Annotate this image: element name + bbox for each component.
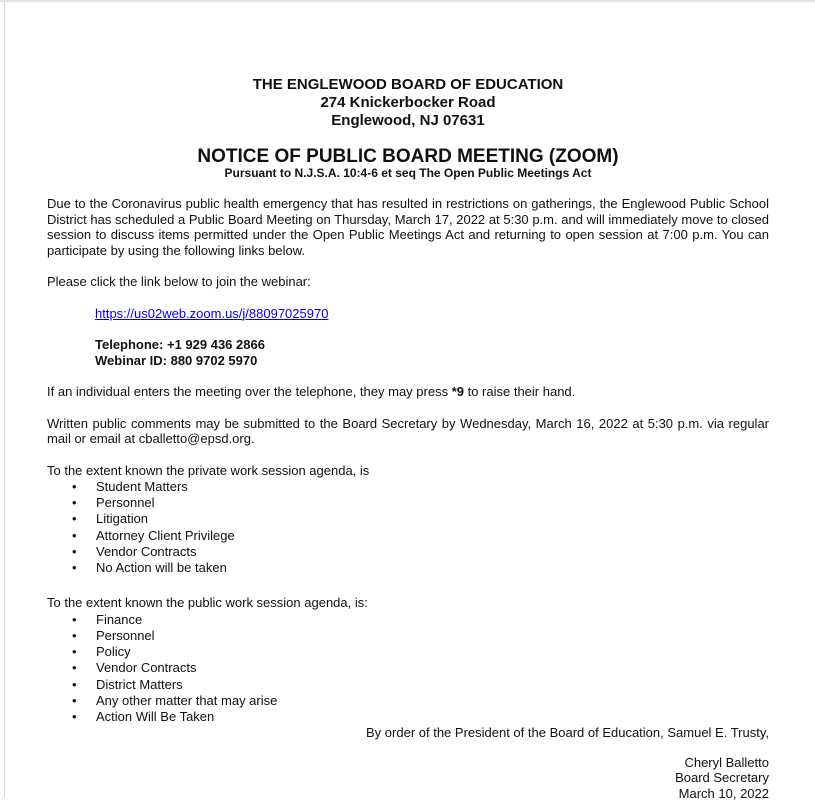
list-item-label: Action Will Be Taken bbox=[96, 708, 215, 724]
bullet-icon: • bbox=[72, 495, 77, 511]
private-agenda-list bbox=[47, 479, 769, 576]
list-item bbox=[47, 479, 769, 495]
bullet-icon: • bbox=[72, 676, 77, 692]
list-item-label: Personnel bbox=[96, 495, 155, 511]
notice-subtitle: Pursuant to N.J.S.A. 10:4-6 et seq The Open Public Meetings Act bbox=[224, 166, 592, 180]
list-item-label: Policy bbox=[96, 644, 131, 660]
list-item-label: No Action will be taken bbox=[96, 560, 227, 576]
list-item bbox=[47, 709, 769, 725]
signature-date: March 10, 2022 bbox=[678, 786, 769, 802]
list-item-label: Attorney Client Privilege bbox=[96, 527, 235, 543]
bullet-icon: • bbox=[72, 660, 77, 676]
document-content bbox=[47, 76, 769, 802]
signature-title: Board Secretary bbox=[675, 770, 769, 786]
notice-title: NOTICE OF PUBLIC BOARD MEETING (ZOOM) bbox=[197, 146, 619, 167]
bullet-icon: • bbox=[72, 511, 77, 527]
webinar-link-line bbox=[95, 306, 769, 322]
list-item-label: Vendor Contracts bbox=[96, 660, 197, 676]
list-item bbox=[47, 544, 769, 560]
org-name: THE ENGLEWOOD BOARD OF EDUCATION bbox=[252, 76, 564, 93]
org-address-city: Englewood, NJ 07631 bbox=[331, 112, 485, 129]
phone-note-star9: *9 bbox=[451, 384, 464, 399]
intro-paragraph: Due to the Coronavirus public health emergency that has resulted in restrictions on gatherings, the Englewood Public School District has scheduled a Public Board Meeting on Thursday, March 17, 2022 at 5:30 p.m. and will immediately move to closed session to discuss items permitted under the Open Public Meetings Act and returning to open session at 7:00 p.m. You can participate by using the following links below. bbox=[47, 196, 769, 258]
list-item-label: Any other matter that may arise bbox=[96, 692, 278, 708]
phone-note bbox=[47, 384, 769, 400]
page-left-edge bbox=[4, 2, 5, 797]
list-item-label: Litigation bbox=[96, 511, 149, 527]
list-item bbox=[47, 660, 769, 676]
list-item bbox=[47, 628, 769, 644]
list-item-label: Personnel bbox=[96, 627, 155, 643]
list-item bbox=[47, 495, 769, 511]
webinar-link[interactable]: https://us02web.zoom.us/j/88097025970 bbox=[95, 305, 329, 321]
bullet-icon: • bbox=[72, 692, 77, 708]
dial-in-block bbox=[95, 337, 769, 368]
phone-note-after: to raise their hand. bbox=[463, 384, 576, 399]
letterhead bbox=[47, 76, 769, 130]
written-comments-paragraph: Written public comments may be submitted to the Board Secretary by Wednesday, March 16, 2022 at 5:30 p.m. via regular mail or email at cballetto@epsd.org. bbox=[47, 415, 769, 446]
bullet-icon: • bbox=[72, 479, 77, 494]
bullet-icon: • bbox=[72, 644, 77, 660]
phone-note-before: If an individual enters the meeting over the telephone, they may press bbox=[47, 384, 452, 399]
list-item bbox=[47, 511, 769, 527]
public-agenda-list bbox=[47, 612, 769, 725]
join-instruction: Please click the link below to join the webinar: bbox=[47, 274, 311, 289]
webinar-id-line: Webinar ID: 880 9702 5970 bbox=[95, 352, 258, 368]
public-agenda-heading: To the extent known the public work session agenda, is: bbox=[47, 595, 368, 611]
bullet-icon: • bbox=[72, 527, 77, 543]
signature-name: Cheryl Balletto bbox=[684, 754, 769, 770]
bullet-icon: • bbox=[72, 543, 77, 559]
list-item bbox=[47, 644, 769, 660]
list-item bbox=[47, 612, 769, 628]
bullet-icon: • bbox=[72, 560, 77, 576]
private-agenda-heading: To the extent known the private work session agenda, is bbox=[47, 462, 370, 478]
list-item bbox=[47, 677, 769, 693]
bullet-icon: • bbox=[72, 708, 77, 724]
list-item bbox=[47, 528, 769, 544]
list-item bbox=[47, 560, 769, 576]
list-item-label: District Matters bbox=[96, 676, 183, 692]
by-order-line: By order of the President of the Board of Education, Samuel E. Trusty, bbox=[366, 725, 769, 741]
signature-block bbox=[47, 755, 769, 802]
list-item bbox=[47, 693, 769, 709]
page-top-edge bbox=[0, 0, 815, 2]
list-item-label: Finance bbox=[96, 611, 143, 627]
bullet-icon: • bbox=[72, 627, 77, 643]
bullet-icon: • bbox=[72, 611, 77, 627]
telephone-line: Telephone: +1 929 436 2866 bbox=[95, 337, 265, 352]
list-item-label: Vendor Contracts bbox=[96, 543, 197, 559]
list-item-label: Student Matters bbox=[96, 479, 188, 494]
org-address-street: 274 Knickerbocker Road bbox=[320, 94, 496, 111]
